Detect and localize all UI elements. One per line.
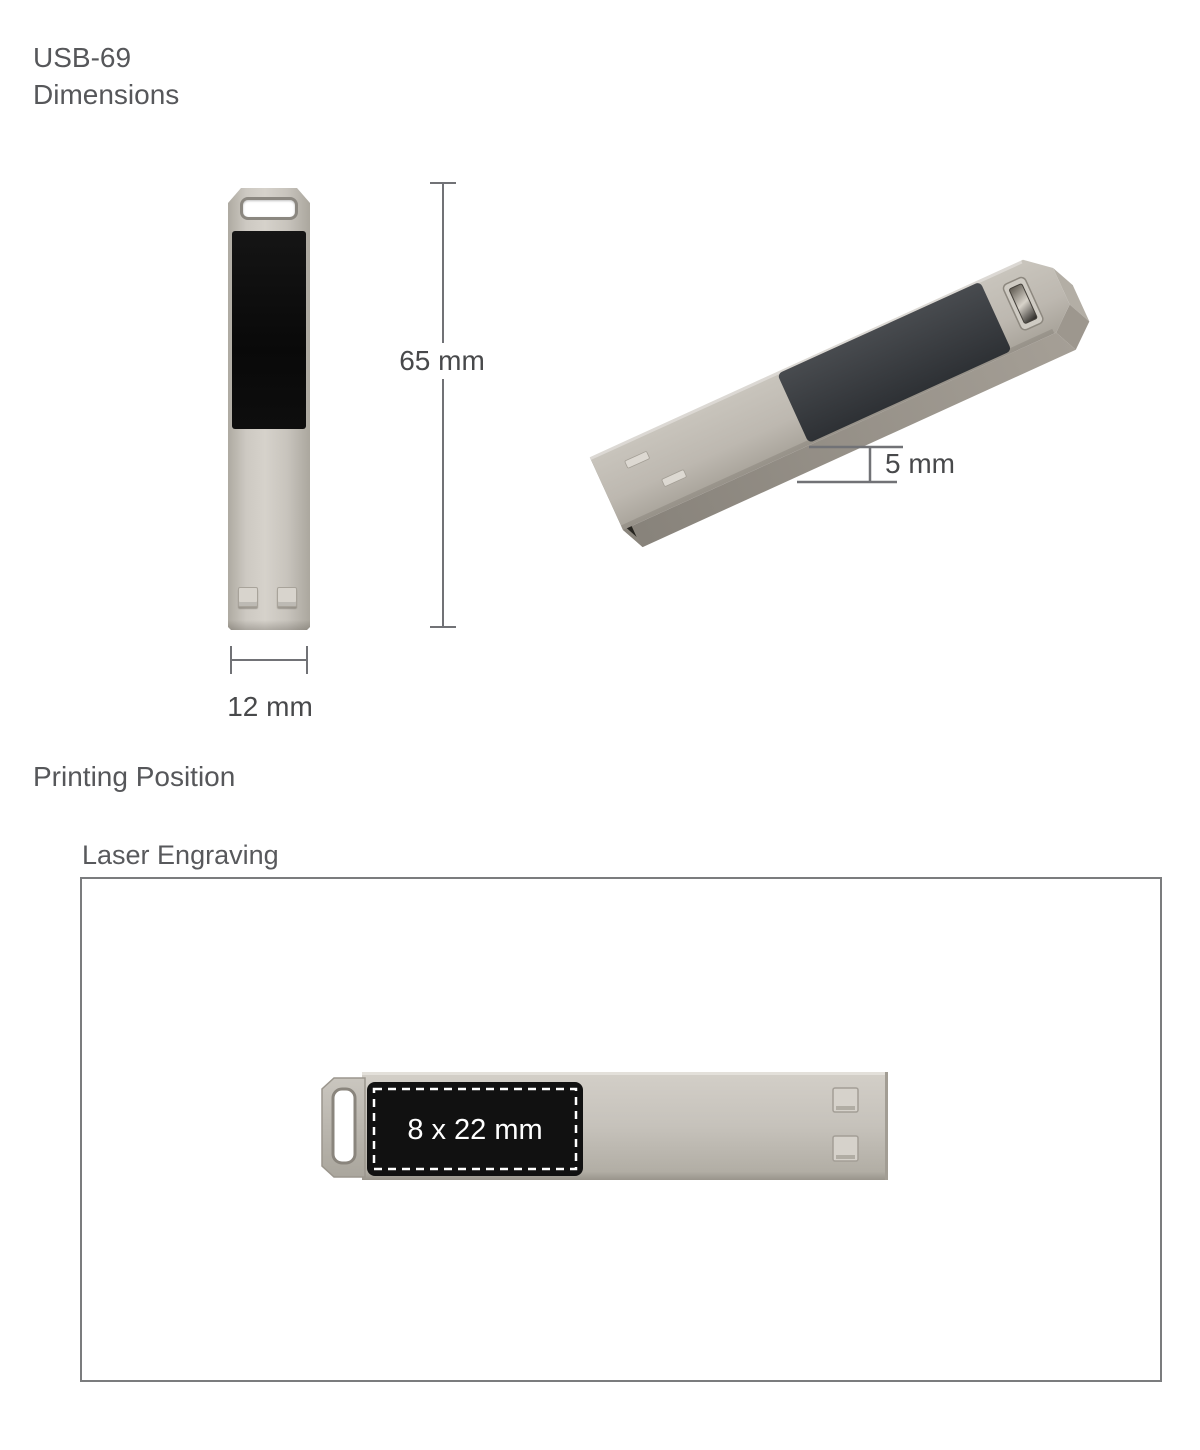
height-dimension-top-tick (430, 182, 456, 184)
width-dimension-label: 12 mm (227, 691, 313, 722)
dimensions-heading: Dimensions (33, 79, 180, 110)
led-panel-front (232, 231, 306, 429)
pad-shadow (836, 1106, 855, 1110)
product-code: USB-69 (33, 42, 132, 73)
laser-engraving-label: Laser Engraving (82, 840, 279, 870)
usb-3d-body (590, 245, 1098, 551)
height-dimension-line (442, 183, 444, 627)
body-top-highlight (362, 1072, 888, 1075)
usb-contact-pad (238, 587, 258, 607)
body-right-edge (885, 1072, 888, 1180)
printing-position-heading: Printing Position (33, 761, 236, 792)
width-dimension-line (231, 659, 308, 661)
height-dimension-label: 65 mm (394, 343, 490, 379)
print-area-label: 8 x 22 mm (407, 1114, 543, 1146)
usb-contact-pad (277, 587, 297, 607)
pad-shadow (836, 1155, 855, 1159)
thickness-dimension-label: 5 mm (885, 448, 955, 479)
usb-front-view (228, 188, 310, 630)
lanyard-hole-top-view (333, 1089, 355, 1163)
width-dimension-right-tick (306, 646, 308, 674)
width-dimension-left-tick (230, 646, 232, 674)
lanyard-hole (240, 197, 298, 220)
usb-perspective-view (585, 240, 1125, 580)
height-dimension-bottom-tick (430, 626, 456, 628)
usb-top-view (320, 1070, 892, 1184)
